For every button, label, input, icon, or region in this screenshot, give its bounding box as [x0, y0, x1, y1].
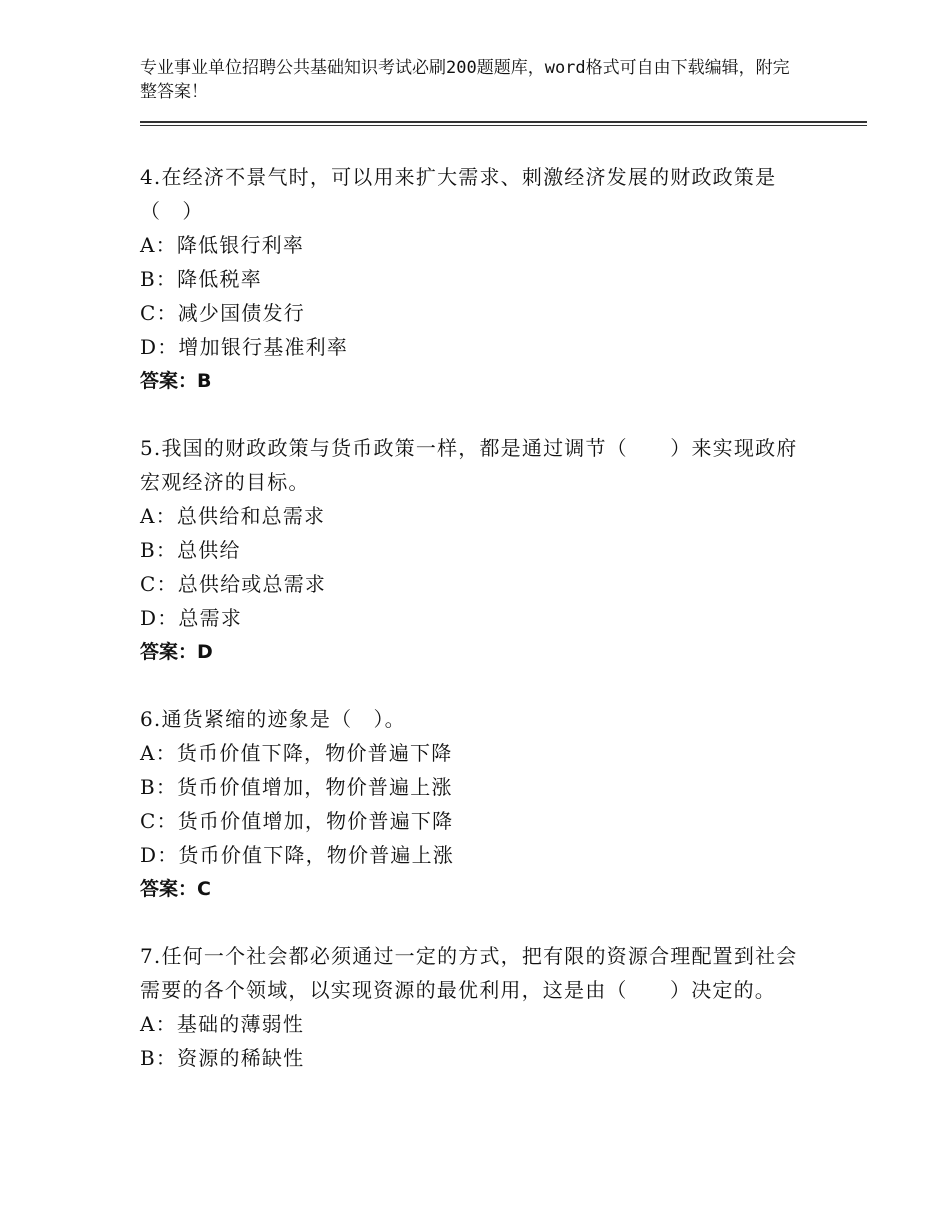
- option-a: A：总供给和总需求: [140, 504, 326, 528]
- option-b: B：资源的稀缺性: [140, 1046, 305, 1070]
- answer: 答案：B: [140, 370, 212, 392]
- question-7: [140, 939, 800, 1075]
- option-b: B：总供给: [140, 538, 241, 562]
- question-text: 5.我国的财政政策与货币政策一样，都是通过调节（ ）来实现政府宏观经济的目标。: [140, 436, 798, 494]
- option-c: C：货币价值增加，物价普遍下降: [140, 809, 454, 833]
- option-c: C：总供给或总需求: [140, 572, 327, 596]
- question-5: [140, 431, 800, 669]
- header-divider-thick: [140, 121, 867, 123]
- option-b: B：货币价值增加，物价普遍上涨: [140, 775, 453, 799]
- option-b: B：降低税率: [140, 267, 262, 291]
- question-list: [140, 160, 800, 1108]
- answer: 答案：C: [140, 878, 211, 900]
- option-a: A：货币价值下降，物价普遍下降: [140, 741, 453, 765]
- question-text: 7.任何一个社会都必须通过一定的方式，把有限的资源合理配置到社会需要的各个领域，以实现资源的最优利用，这是由（ ）决定的。: [140, 944, 798, 1002]
- question-text: 4.在经济不景气时，可以用来扩大需求、刺激经济发展的财政政策是（ ）: [140, 165, 777, 223]
- header-divider-thin: [140, 125, 867, 126]
- question-4: [140, 160, 800, 398]
- option-c: C：减少国债发行: [140, 301, 305, 325]
- question-text: 6.通货紧缩的迹象是（ ）。: [140, 707, 406, 731]
- option-d: D：货币价值下降，物价普遍上涨: [140, 843, 455, 867]
- question-6: [140, 702, 800, 906]
- document-header: 专业事业单位招聘公共基础知识考试必刷200题题库，word格式可自由下载编辑，附完整答案！: [140, 58, 790, 102]
- answer: 答案：D: [140, 641, 213, 663]
- option-a: A：降低银行利率: [140, 233, 305, 257]
- option-d: D：总需求: [140, 606, 243, 630]
- option-d: D：增加银行基准利率: [140, 335, 349, 359]
- option-a: A：基础的薄弱性: [140, 1012, 305, 1036]
